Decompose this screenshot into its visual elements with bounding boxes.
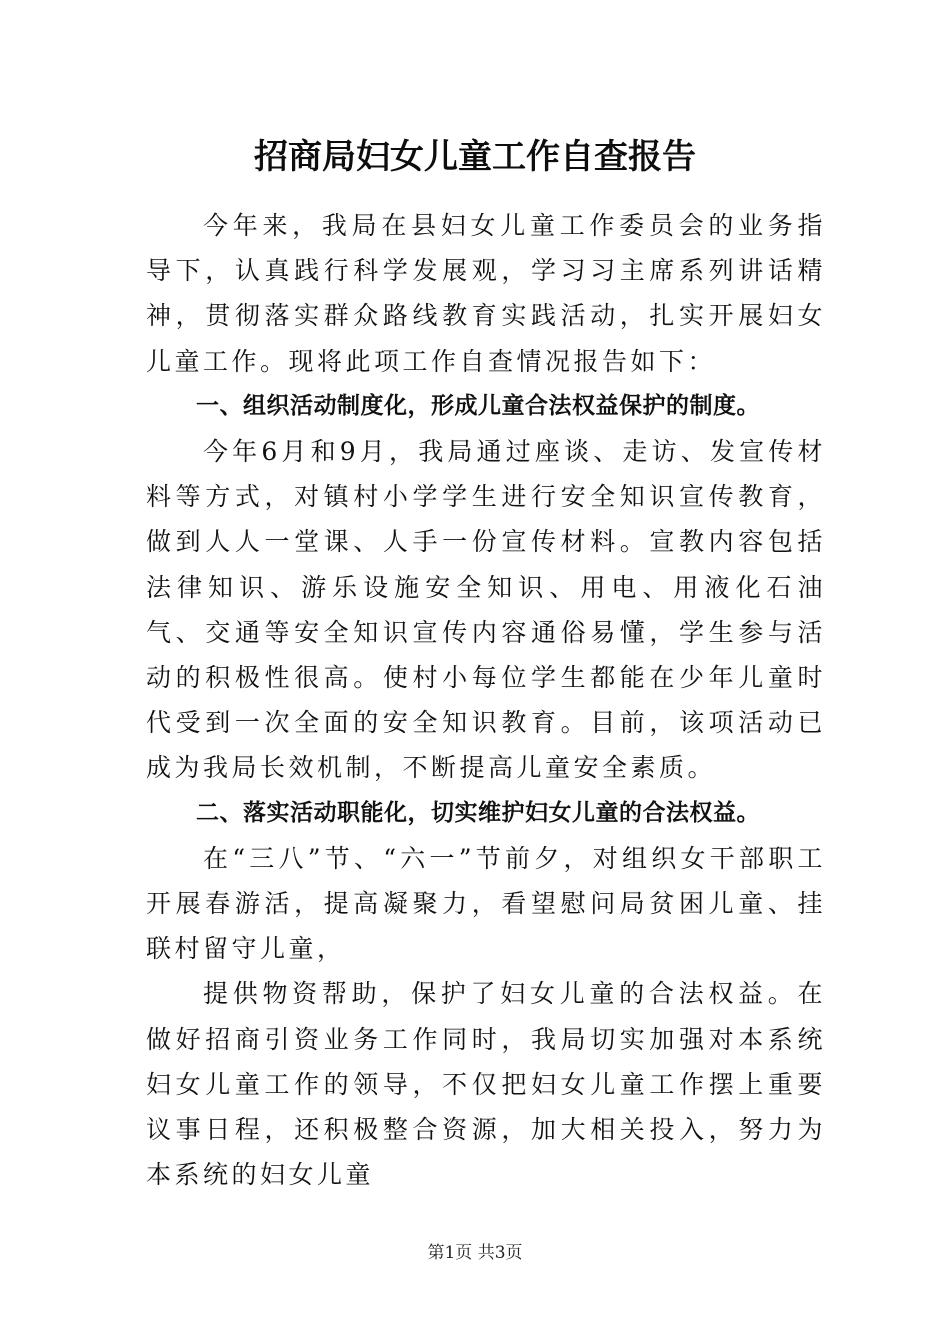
section-heading-1: 一、组织活动制度化，形成儿童合法权益保护的制度。 [196,392,760,419]
section-1-paragraph: 今年6月和9月，我局通过座谈、走访、发宣传材料等方式，对镇村小学学生进行安全知识宣传教育，做到人人一堂课、人手一份宣传材料。宣教内容包括法律知识、游乐设施安全知识、用电、用液化石油气、交通等安全知识宣传内容通俗易懂，学生参与活动的积极性很高。使村小每位学生都能在少年儿童时代受到一次全面的安全知识教育。目前，该项活动已成为我局长效机制，不断提高儿童安全素质。 [146,437,826,783]
intro-paragraph: 今年来，我局在县妇女儿童工作委员会的业务指导下，认真践行科学发展观，学习习主席系列讲话精神，贯彻落实群众路线教育实践活动，扎实开展妇女儿童工作。现将此项工作自查情况报告如下： [146,211,826,376]
section-2-paragraph-2: 提供物资帮助，保护了妇女儿童的合法权益。在做好招商引资业务工作同时，我局切实加强对本系统妇女儿童工作的领导，不仅把妇女儿童工作摆上重要议事日程，还积极整合资源，加大相关投入，努力为本系统的妇女儿童 [146,979,826,1190]
section-heading-2: 二、落实活动职能化，切实维护妇女儿童的合法权益。 [196,799,760,826]
document-title: 招商局妇女儿童工作自查报告 [254,137,696,177]
page-number-footer: 第1页 共3页 [427,1243,523,1263]
section-2-paragraph-1: 在“三八”节、“六一”节前夕，对组织女干部职工开展春游活，提高凝聚力，看望慰问局贫困儿童、挂联村留守儿童， [146,843,826,964]
document-body [146,203,826,1197]
